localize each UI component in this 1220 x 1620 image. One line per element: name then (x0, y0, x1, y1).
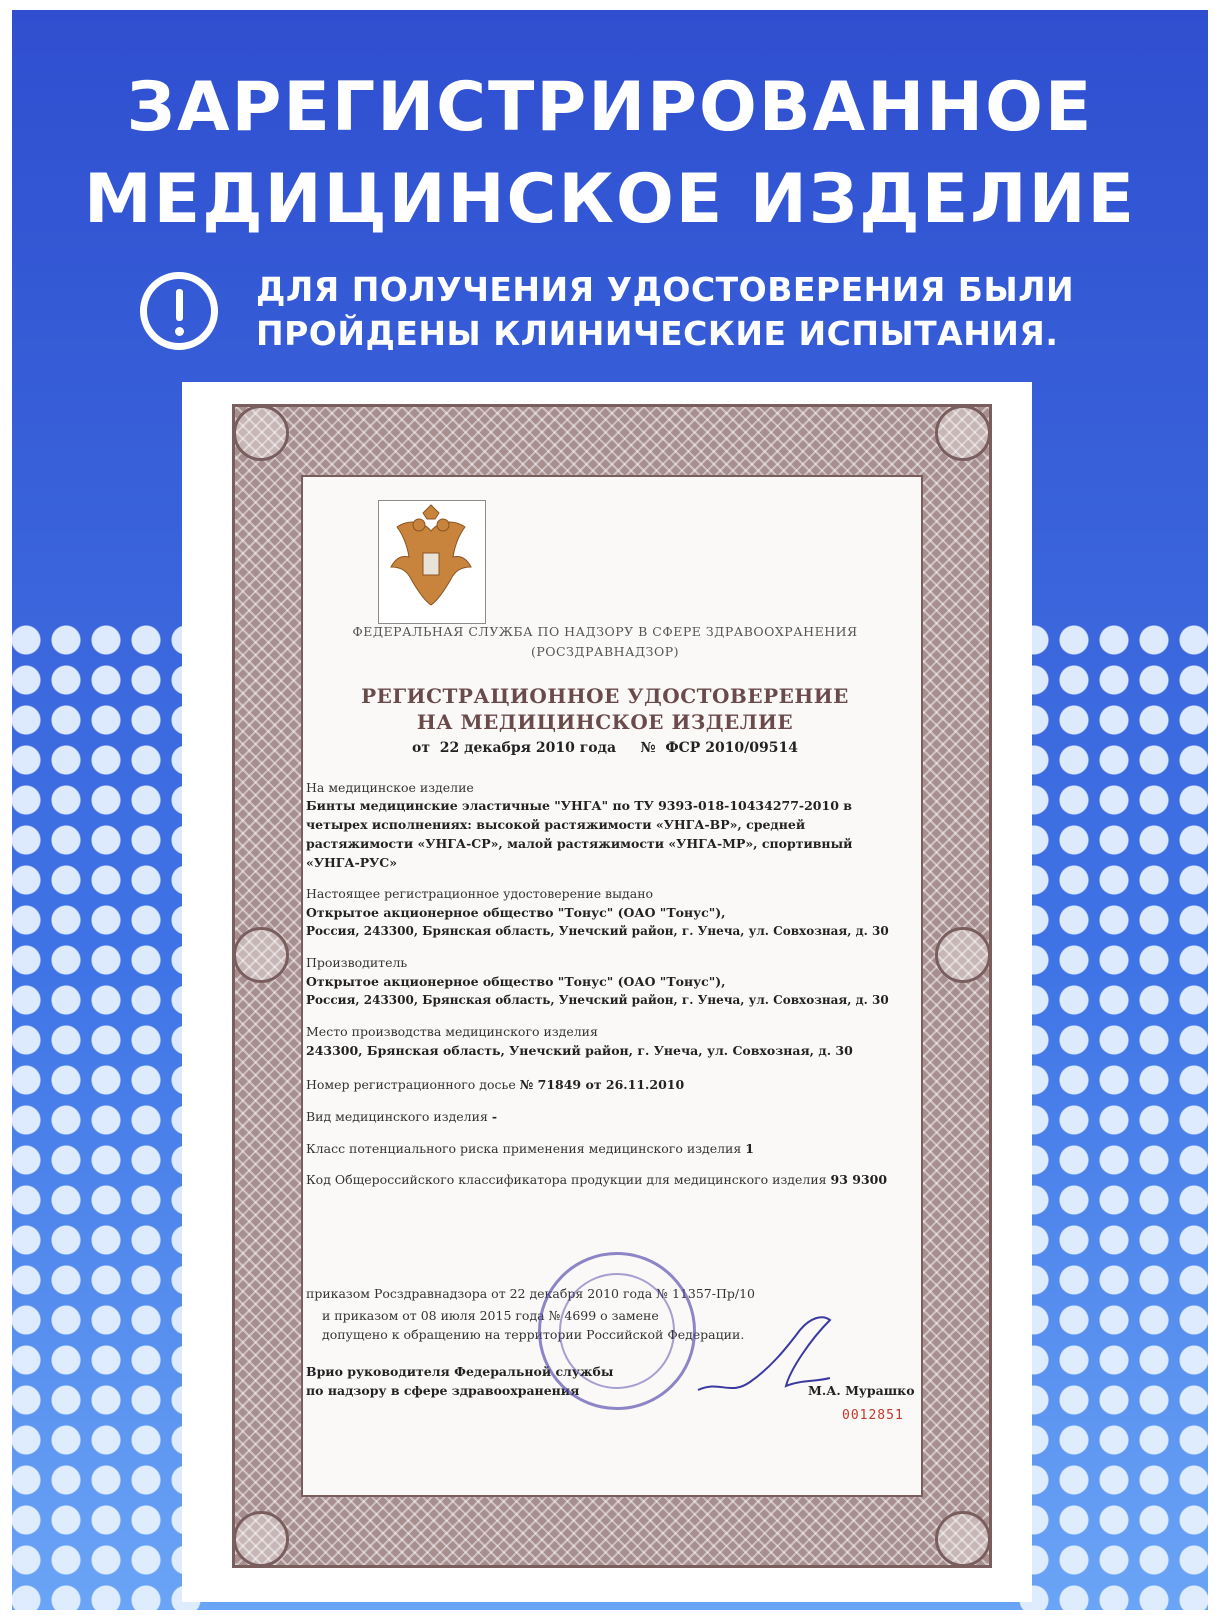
exclamation-circle-icon (140, 272, 218, 350)
product-line: четырех исполнениях: высокой растяжимости «УНГА-ВР», средней (306, 817, 806, 832)
dossier-value: № 71849 от 26.11.2010 (519, 1077, 685, 1092)
signer-name: М.А. Мурашко (808, 1383, 915, 1398)
official-seal (538, 1252, 696, 1410)
order-line-2: и приказом от 08 июля 2015 года № 4699 о замене (322, 1308, 659, 1323)
serial-number: 0012851 (842, 1408, 904, 1423)
issued-label: Настоящее регистрационное удостоверение выдано (306, 886, 654, 901)
device-kind-row (306, 1106, 497, 1125)
certificate-date-number: от 22 декабря 2010 года № ФСР 2010/09514 (412, 740, 798, 756)
product-label: На медицинское изделие (306, 780, 474, 795)
certificate-title (322, 683, 888, 735)
signer-title-line-1: Врио руководителя Федеральной службы (306, 1364, 614, 1379)
okp-code-value: 93 9300 (830, 1172, 888, 1187)
dossier-label: Номер регистрационного досье (306, 1077, 520, 1092)
manufacturer-line: Россия, 243300, Брянская область, Унечский район, г. Унеча, ул. Совхозная, д. 30 (306, 993, 889, 1007)
dot-pattern-left (12, 620, 206, 1610)
agency-line-1: ФЕДЕРАЛЬНАЯ СЛУЖБА ПО НАДЗОРУ В СФЕРЕ ЗДРАВООХРАНЕНИЯ (352, 624, 858, 639)
notice-line-2: ПРОЙДЕНЫ КЛИНИЧЕСКИЕ ИСПЫТАНИЯ. (256, 314, 1059, 353)
signer-title-line-2: по надзору в сфере здравоохранения (306, 1383, 580, 1398)
clinical-trials-notice (132, 268, 1132, 368)
okp-code-row (306, 1169, 887, 1188)
coat-of-arms-emblem (378, 500, 486, 624)
device-kind-value: - (491, 1109, 498, 1124)
device-kind-label: Вид медицинского изделия (306, 1109, 492, 1124)
handwritten-signature (690, 1310, 840, 1400)
risk-class-row (306, 1138, 754, 1157)
certificate-title-line-1: РЕГИСТРАЦИОННОЕ УДОСТОВЕРЕНИЕ (361, 684, 849, 708)
production-site-line: 243300, Брянская область, Унечский район, г. Унеча, ул. Совхозная, д. 30 (306, 1043, 853, 1058)
certificate-sheet (182, 382, 1032, 1602)
headline-line-1: ЗАРЕГИСТРИРОВАННОЕ (126, 68, 1094, 147)
product-line: растяжимости «УНГА-СР», малой растяжимости «УНГА-МР», спортивный (306, 836, 853, 851)
notice-text (256, 268, 1136, 356)
product-line: «УНГА-РУС» (306, 855, 398, 870)
headline-line-2: МЕДИЦИНСКОЕ ИЗДЕЛИЕ (84, 160, 1136, 239)
manufacturer-label: Производитель (306, 955, 408, 970)
manufacturer-line: Открытое акционерное общество "Тонус" (ОАО "Тонус"), (306, 974, 726, 989)
order-line-1: приказом Росздравнадзора от 22 декабря 2010 года № 11357-Пр/10 (306, 1286, 755, 1301)
agency-name (322, 622, 888, 662)
risk-class-value: 1 (745, 1141, 754, 1156)
issued-line: Россия, 243300, Брянская область, Унечский район, г. Унеча, ул. Совхозная, д. 30 (306, 924, 889, 938)
agency-line-2: (РОСЗДРАВНАДЗОР) (531, 644, 679, 659)
issued-line: Открытое акционерное общество "Тонус" (ОАО "Тонус"), (306, 905, 726, 920)
headline (12, 62, 1208, 246)
certificate-title-line-2: НА МЕДИЦИНСКОЕ ИЗДЕЛИЕ (416, 710, 794, 734)
dot-pattern-right (1014, 620, 1208, 1610)
notice-line-1: ДЛЯ ПОЛУЧЕНИЯ УДОСТОВЕРЕНИЯ БЫЛИ (256, 270, 1075, 309)
risk-class-label: Класс потенциального риска применения медицинского изделия (306, 1141, 746, 1156)
okp-code-label: Код Общероссийского классификатора продукции для медицинского изделия (306, 1172, 831, 1187)
product-line: Бинты медицинские эластичные "УНГА" по ТУ 9393-018-10434277-2010 в (306, 798, 852, 813)
order-line-3: допущено к обращению на территории Российской Федерации. (322, 1327, 745, 1342)
dossier-row (306, 1074, 684, 1093)
production-site-label: Место производства медицинского изделия (306, 1024, 598, 1039)
